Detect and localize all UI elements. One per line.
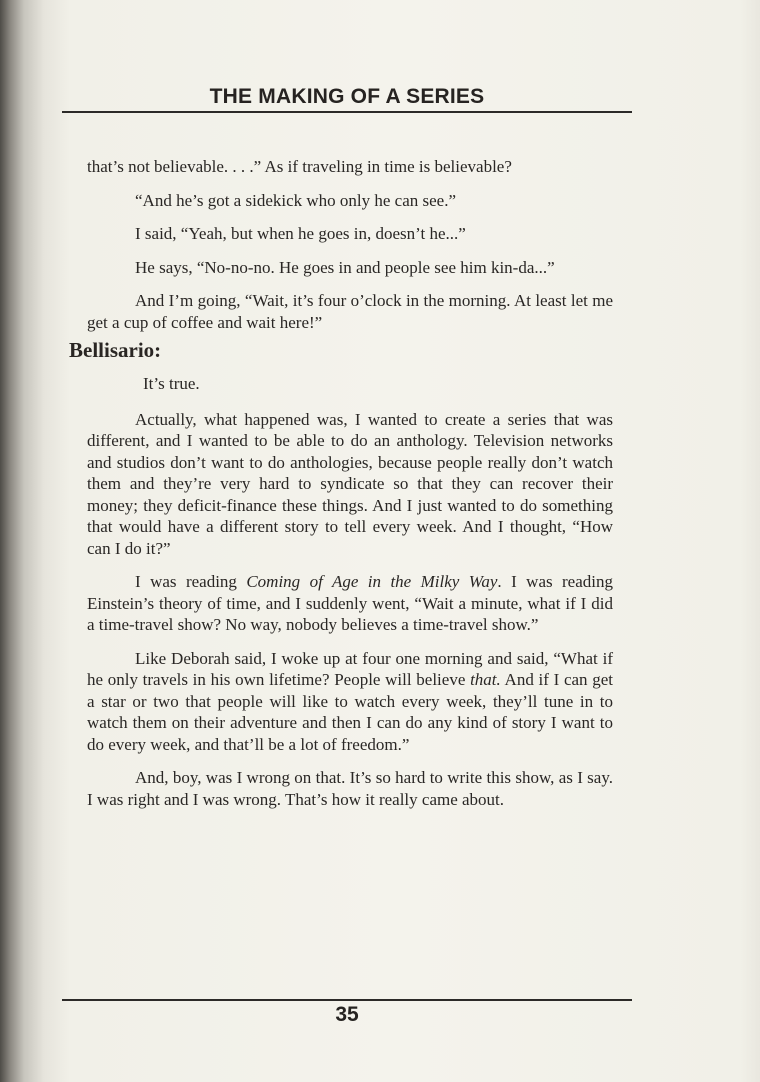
header-rule <box>62 111 632 113</box>
page-number: 35 <box>335 1003 359 1026</box>
book-title: Coming of Age in the Milky Way <box>246 572 498 591</box>
paragraph: He says, “No-no-no. He goes in and people see him kin-da...” <box>135 257 555 277</box>
paragraph <box>87 648 613 756</box>
running-title: THE MAKING OF A SERIES <box>209 85 485 108</box>
text-run: And if I can get a star or two that people will like to watch every week, they’ll tune in to watch them on their adventure and then I can do any kind of story I want to do every week, and that’ll be a lot of freedom.” <box>87 670 613 754</box>
paragraph: “And he’s got a sidekick who only he can see.” <box>135 190 457 210</box>
paragraph: I said, “Yeah, but when he goes in, doesn’t he...” <box>135 224 466 243</box>
text-run: I was reading <box>135 572 247 591</box>
speaker-name: Bellisario: <box>69 338 162 362</box>
paragraph: that’s not believable. . . .” As if traveling in time is believable? <box>87 157 512 176</box>
text-run: Like Deborah said, I woke up at four one morning and said, “What if he only travels in his own lifetime? People will believe <box>87 648 613 689</box>
page-body <box>69 156 613 822</box>
emphasis: that. <box>470 670 501 689</box>
paragraph: And I’m going, “Wait, it’s four o’clock in the morning. At least let me get a cup of coffee and wait here!” <box>87 291 613 332</box>
text-run: . I was reading Einstein’s theory of time, and I suddenly went, “Wait a minute, what if I did a time-travel show? No way, nobody believes a time-travel show.” <box>87 572 613 634</box>
paragraph <box>87 571 613 636</box>
paragraph: It’s true. <box>143 374 200 393</box>
paragraph: Actually, what happened was, I wanted to create a series that was different, and I wanted to be able to do an anthology. Television networks and studios don’t want to do anthologies, because people really don’t watch them and they’re very hard to syndicate so that they can recover their money; they deficit-finance these things. And I just wanted to do something that would have a different story to tell every week. And I thought, “How can I do it?” <box>87 409 613 558</box>
paragraph: And, boy, was I wrong on that. It’s so hard to write this show, as I say. I was right and I was wrong. That’s how it really came about. <box>87 768 613 809</box>
footer-rule <box>62 999 632 1001</box>
